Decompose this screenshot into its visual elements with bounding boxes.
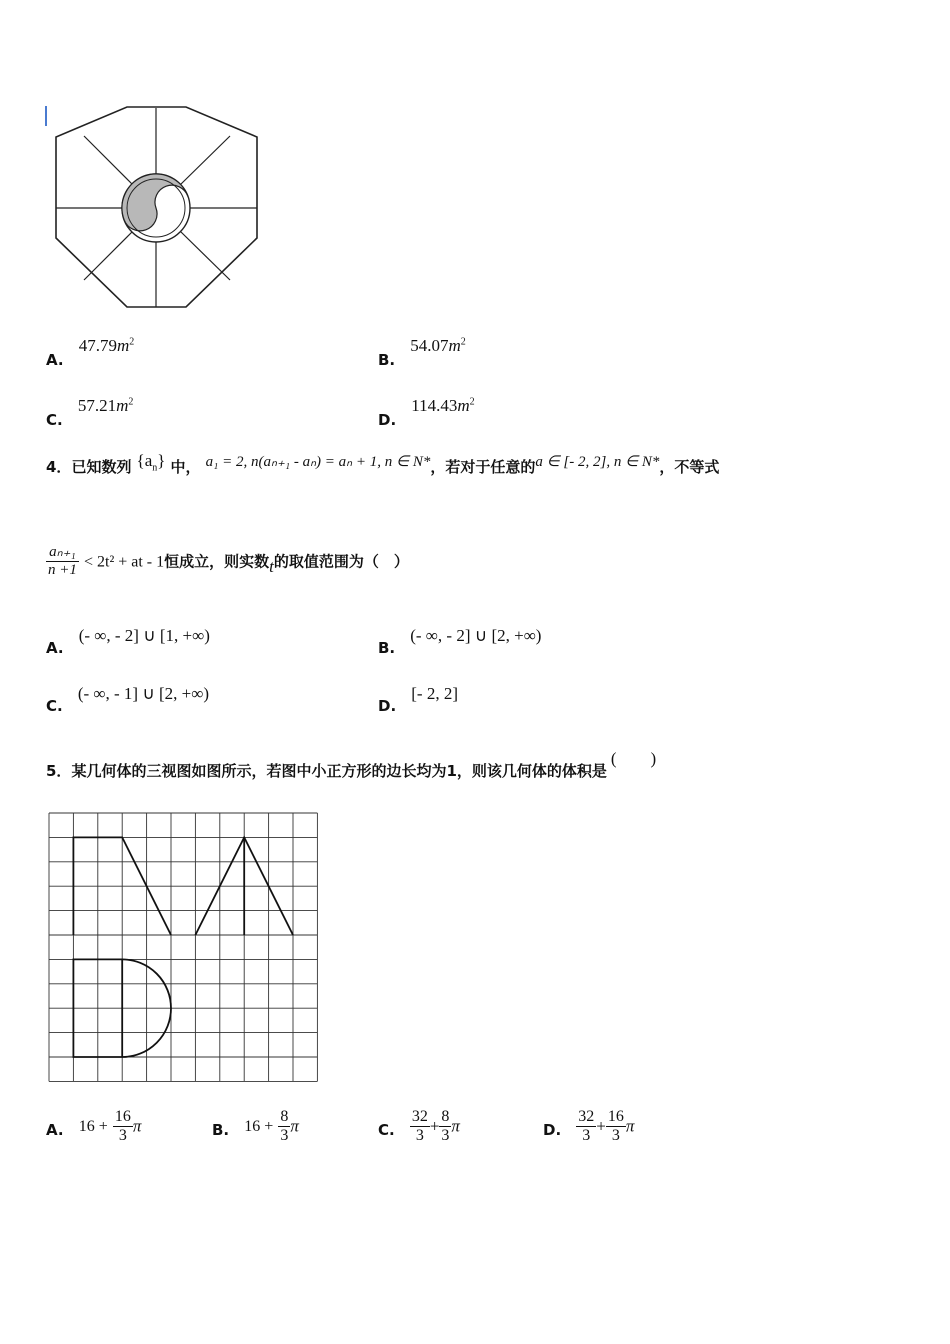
q4-option-d[interactable] xyxy=(378,684,458,715)
fraction-numerator: 16 xyxy=(113,1108,133,1127)
three-view-figure xyxy=(48,812,320,1086)
q4-option-a[interactable] xyxy=(46,626,210,657)
option-fraction-first xyxy=(410,1108,430,1146)
q3-option-c[interactable] xyxy=(46,396,134,429)
option-fraction xyxy=(113,1108,133,1146)
option-unit: m xyxy=(448,336,461,355)
fraction-denominator: 3 xyxy=(441,1127,450,1145)
option-label: A. xyxy=(46,351,64,369)
fraction-numerator: 32 xyxy=(576,1108,596,1127)
option-fraction xyxy=(278,1108,290,1146)
q3-option-d[interactable] xyxy=(378,396,475,429)
q4-stem-line1 xyxy=(46,451,916,479)
option-label: B. xyxy=(212,1121,230,1140)
sequence-symbol xyxy=(136,451,166,474)
question-number: 5． xyxy=(46,762,72,780)
q5-option-c[interactable] xyxy=(378,1108,460,1146)
question-text: 中， xyxy=(170,458,201,476)
q5-option-d[interactable] xyxy=(543,1108,634,1146)
option-exp: 2 xyxy=(128,396,134,408)
q3-option-b[interactable] xyxy=(378,336,466,369)
recurrence-condition: a₁ = 2, n(aₙ₊₁ - aₙ) = aₙ + 1, n ∈ N* xyxy=(205,454,431,470)
option-exp: 2 xyxy=(469,396,475,408)
seq-close: } xyxy=(157,451,166,470)
question-text: 已知数列 xyxy=(71,458,132,476)
fraction-numerator: 16 xyxy=(606,1108,626,1127)
option-label: A. xyxy=(46,1121,64,1140)
pi-symbol: π xyxy=(625,1116,635,1136)
inequality-fraction xyxy=(46,544,79,580)
option-value: 114.43 xyxy=(411,396,458,415)
option-unit: m xyxy=(116,396,129,415)
option-fraction-first xyxy=(576,1108,596,1146)
option-exp: 2 xyxy=(460,336,466,348)
question-text: 恒成立，则实数 xyxy=(164,552,270,571)
option-value: (- ∞, - 2] ∪ [2, +∞) xyxy=(410,626,542,645)
answer-paren: ( ) xyxy=(610,749,657,768)
fraction-denominator: 3 xyxy=(415,1127,424,1145)
pi-symbol: π xyxy=(451,1116,460,1136)
question-number: 4． xyxy=(46,458,72,476)
q5-stem xyxy=(46,744,657,780)
option-value: [- 2, 2] xyxy=(411,684,458,703)
fraction-numerator: 8 xyxy=(439,1108,451,1127)
option-label: D. xyxy=(378,411,397,429)
fraction-numerator: 32 xyxy=(410,1108,430,1127)
option-label: C. xyxy=(46,411,63,429)
fraction-denominator: n +1 xyxy=(48,562,77,579)
q4-stem-line2 xyxy=(46,544,409,580)
option-label: D. xyxy=(543,1121,562,1140)
option-label: C. xyxy=(46,697,63,715)
fraction-denominator: 3 xyxy=(280,1127,289,1145)
seq-open: {a xyxy=(136,451,153,470)
q5-option-a[interactable] xyxy=(46,1108,141,1146)
question-text: ，若对于任意的 xyxy=(430,458,536,476)
q5-option-b[interactable] xyxy=(212,1108,299,1146)
option-value: (- ∞, - 2] ∪ [1, +∞) xyxy=(78,626,210,645)
option-fraction xyxy=(439,1108,451,1146)
question-text: 某几何体的三视图如图所示，若图中小正方形的边长均为1，则该几何体的体积是 xyxy=(71,762,607,780)
fraction-numerator: 8 xyxy=(278,1108,290,1127)
plus-sign: + xyxy=(429,1116,440,1136)
option-unit: m xyxy=(116,336,130,355)
seq-sub: n xyxy=(152,462,158,474)
q3-option-a[interactable] xyxy=(46,336,135,369)
question-text: ，不等式 xyxy=(659,458,720,476)
inequality-rhs: < 2t² + at - 1 xyxy=(83,553,165,571)
pi-symbol: π xyxy=(132,1116,142,1136)
variable-t: t xyxy=(269,557,274,577)
option-integer-part: 16 + xyxy=(78,1118,108,1136)
option-label: B. xyxy=(378,639,396,657)
option-label: C. xyxy=(378,1121,395,1140)
parameter-range: a ∈ [- 2, 2], n ∈ N* xyxy=(535,454,660,470)
option-value: 54.07 xyxy=(410,336,449,355)
option-integer-part: 16 + xyxy=(244,1118,274,1136)
pi-symbol: π xyxy=(290,1116,299,1136)
option-label: D. xyxy=(378,697,397,715)
question-text: 的取值范围为（ ） xyxy=(273,552,409,571)
option-value: 47.79 xyxy=(78,336,117,355)
q4-option-c[interactable] xyxy=(46,684,210,715)
option-value: (- ∞, - 1] ∪ [2, +∞) xyxy=(77,684,210,703)
option-fraction xyxy=(606,1108,626,1146)
fraction-denominator: 3 xyxy=(118,1127,127,1145)
option-unit: m xyxy=(457,396,470,415)
option-label: A. xyxy=(46,639,64,657)
fraction-numerator: aₙ₊₁ xyxy=(46,544,79,562)
fraction-denominator: 3 xyxy=(582,1127,591,1145)
option-label: B. xyxy=(378,351,396,369)
q4-option-b[interactable] xyxy=(378,626,542,657)
plus-sign: + xyxy=(596,1116,606,1136)
fraction-denominator: 3 xyxy=(611,1127,620,1145)
option-value: 57.21 xyxy=(77,396,117,415)
octagon-figure xyxy=(40,100,270,315)
option-exp: 2 xyxy=(129,336,135,348)
